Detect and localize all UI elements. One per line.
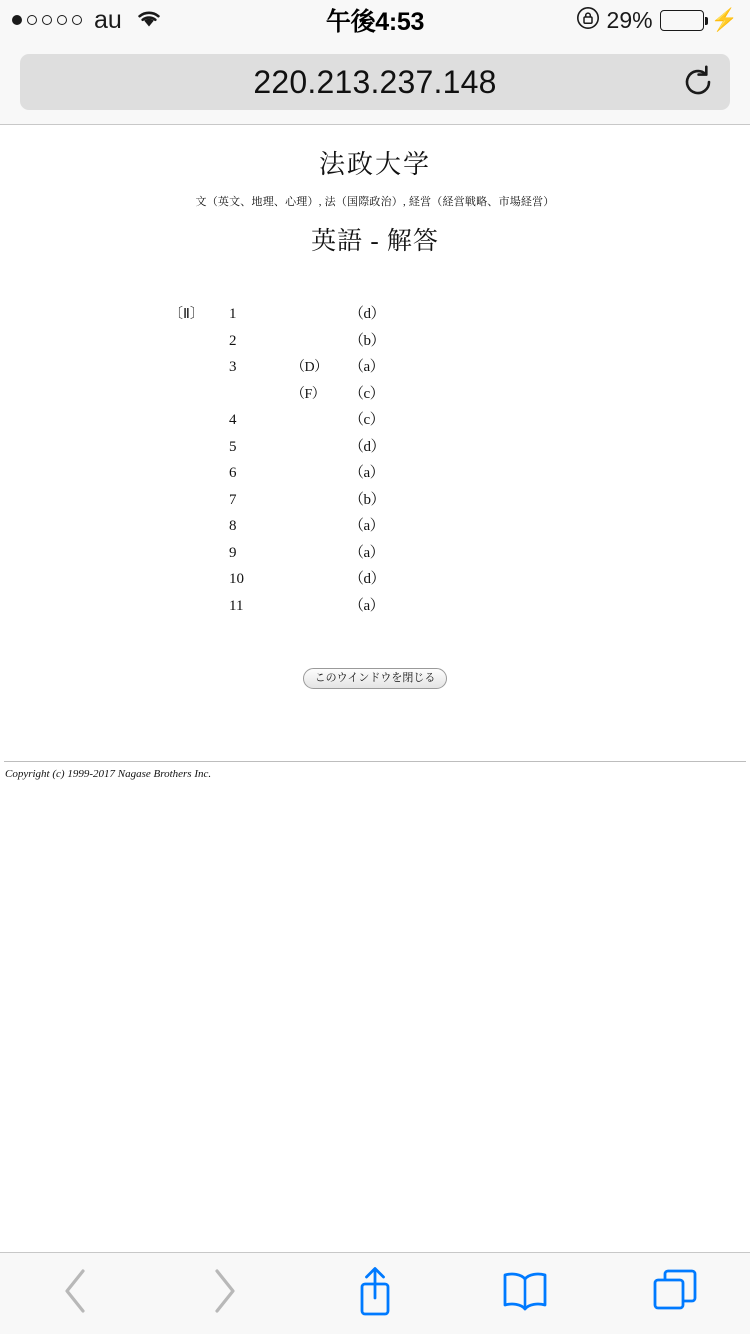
copyright-text: Copyright (c) 1999-2017 Nagase Brothers Inc. xyxy=(5,768,212,781)
book-icon xyxy=(499,1269,551,1318)
question-number: 3 xyxy=(229,359,237,375)
answer-value: （c） xyxy=(349,412,385,428)
answer-value: （c） xyxy=(349,385,385,402)
footer-divider xyxy=(4,761,746,762)
url-text: 220.213.237.148 xyxy=(253,63,497,100)
answer-value: （a） xyxy=(349,359,385,375)
answer-value: （a） xyxy=(349,518,385,534)
answer-value: （b） xyxy=(349,491,386,508)
wifi-icon xyxy=(134,7,164,34)
sub-label: （D） xyxy=(291,360,328,375)
table-row xyxy=(165,541,585,568)
question-number: 2 xyxy=(229,332,237,349)
table-row xyxy=(165,355,585,382)
chevron-left-icon xyxy=(58,1265,92,1322)
answer-sheet-document xyxy=(0,144,750,780)
table-row xyxy=(165,488,585,515)
clock: 午後4:53 xyxy=(325,8,425,36)
web-page-content xyxy=(0,126,750,1252)
address-bar[interactable] xyxy=(20,54,730,110)
question-number: 5 xyxy=(229,438,237,455)
table-row xyxy=(165,514,585,541)
table-row xyxy=(165,594,585,621)
rotation-lock-icon xyxy=(576,6,600,35)
answer-value: （a） xyxy=(349,465,385,481)
forward-button[interactable] xyxy=(150,1253,300,1334)
status-right xyxy=(576,6,738,35)
answer-value: （a） xyxy=(349,544,385,561)
question-number: 10 xyxy=(229,571,244,587)
share-icon xyxy=(352,1264,398,1323)
battery-percent-label: 29% xyxy=(606,6,653,33)
question-number: 6 xyxy=(229,465,237,481)
question-number: 9 xyxy=(229,544,237,561)
close-window-button[interactable]: このウインドウを閉じる xyxy=(303,668,448,689)
section-label: 〔Ⅱ〕 xyxy=(169,307,204,322)
table-row xyxy=(165,435,585,462)
carrier-label: au xyxy=(94,5,122,34)
table-row xyxy=(165,567,585,594)
question-number: 4 xyxy=(229,412,237,428)
university-name: 法政大学 xyxy=(318,150,431,179)
signal-strength-icon xyxy=(12,15,82,25)
table-row xyxy=(165,382,585,409)
question-number: 1 xyxy=(229,306,237,322)
answer-value: （d） xyxy=(349,571,386,587)
question-number: 11 xyxy=(229,597,244,614)
bookmarks-button[interactable] xyxy=(450,1253,600,1334)
question-number: 8 xyxy=(229,518,237,534)
tabs-icon xyxy=(651,1267,699,1320)
status-bar xyxy=(0,0,750,40)
table-row xyxy=(165,329,585,356)
answer-value: （a） xyxy=(349,597,385,614)
table-row xyxy=(165,461,585,488)
subject-title: 英語 - 解答 xyxy=(311,228,439,255)
question-number: 7 xyxy=(229,491,237,508)
faculties-line: 文（英文、地理、心理）, 法（国際政治）, 経営（経営戦略、市場経営） xyxy=(195,196,555,208)
battery-icon xyxy=(660,10,704,31)
status-left xyxy=(12,6,164,35)
browser-bottom-toolbar xyxy=(0,1252,750,1334)
close-window-container xyxy=(0,668,750,689)
table-row xyxy=(165,302,585,329)
reload-icon[interactable] xyxy=(680,64,716,100)
answer-value: （b） xyxy=(349,332,386,349)
back-button[interactable] xyxy=(0,1253,150,1334)
tabs-button[interactable] xyxy=(600,1253,750,1334)
share-button[interactable] xyxy=(300,1253,450,1334)
chevron-right-icon xyxy=(208,1265,242,1322)
sub-label: （F） xyxy=(291,386,326,402)
browser-address-bar-container xyxy=(0,40,750,125)
answers-table xyxy=(165,302,585,620)
answer-value: （d） xyxy=(349,438,386,455)
bolt-icon: ⚡ xyxy=(710,7,738,32)
table-row xyxy=(165,408,585,435)
answer-value: （d） xyxy=(349,306,386,322)
